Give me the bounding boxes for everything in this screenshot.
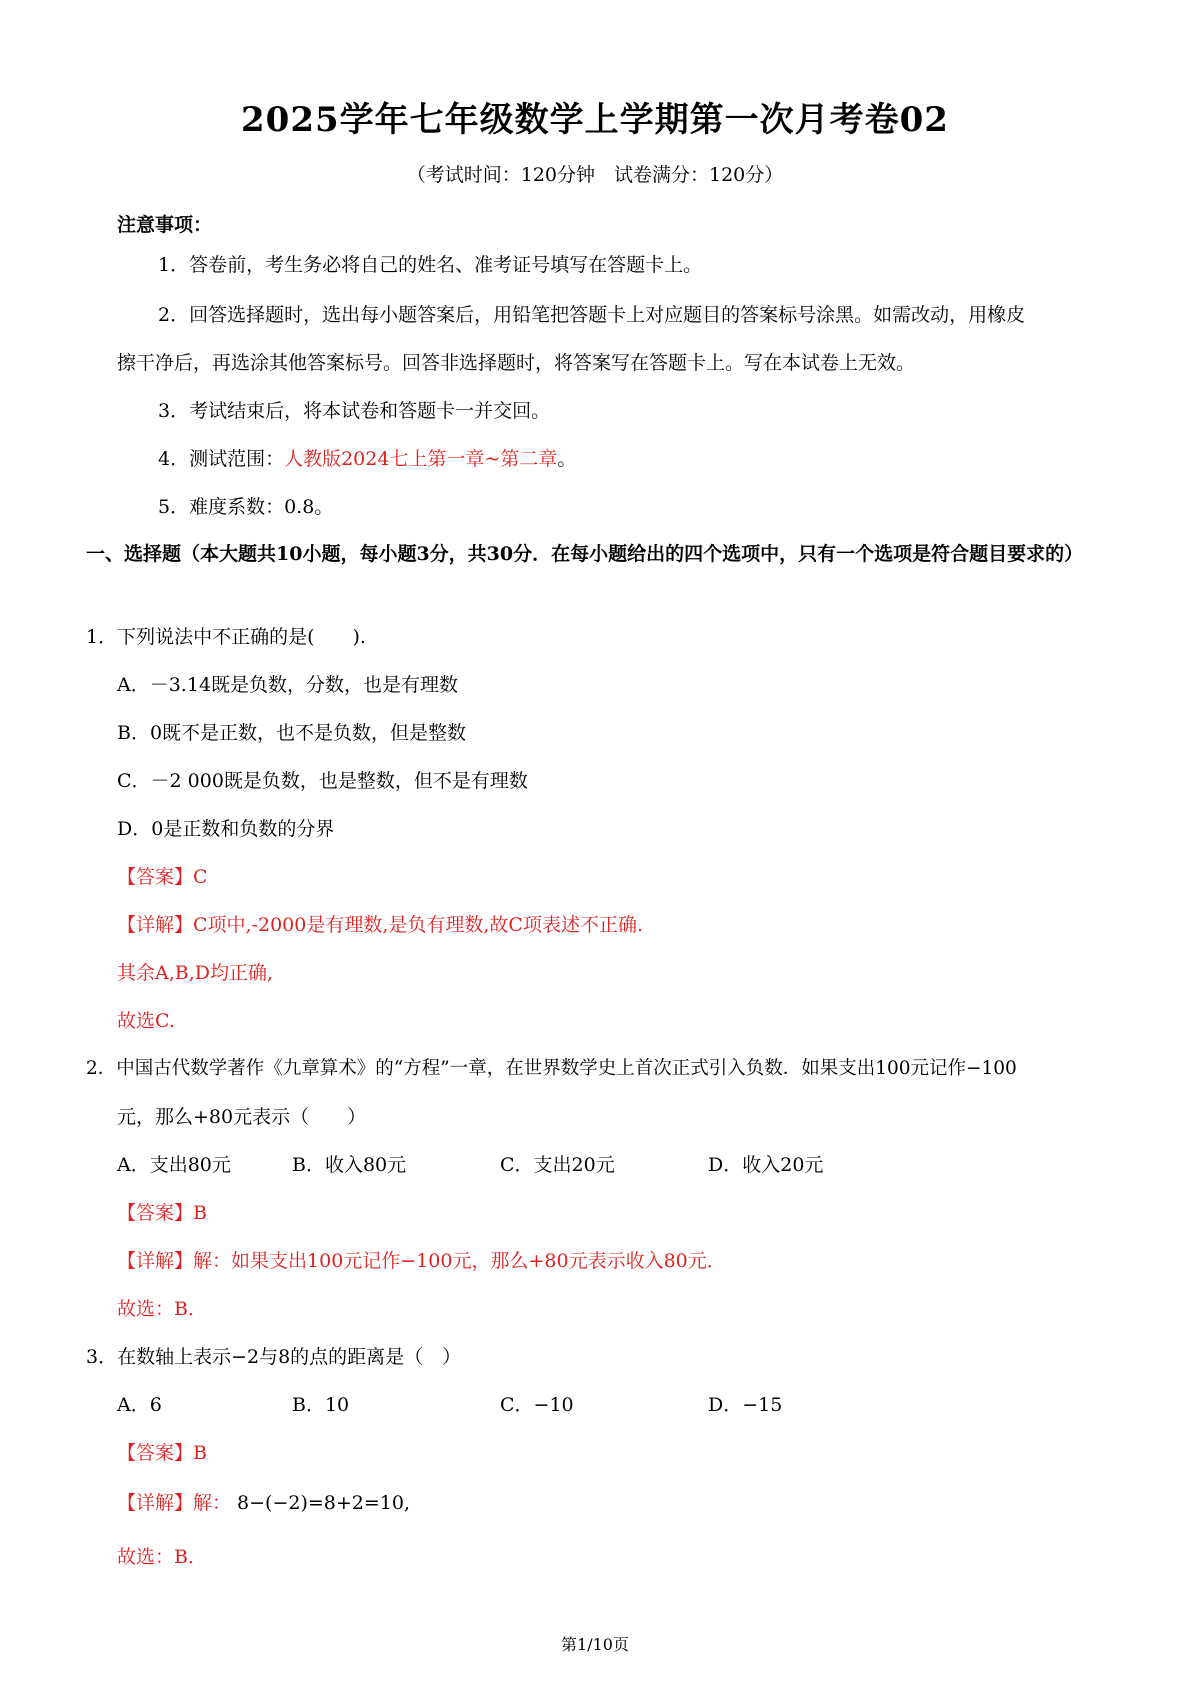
page-number: 第1/10页 xyxy=(561,1635,629,1654)
notice-heading: 注意事项： xyxy=(117,214,213,236)
q1-conclusion: 故选C. xyxy=(117,1010,175,1032)
notice-item-2: 2．回答选择题时，选出每小题答案后，用铅笔把答题卡上对应题目的答案标号涂黑。如需改动，用橡皮 xyxy=(158,304,1026,326)
q3-detail-prefix: 解： xyxy=(193,1492,232,1514)
q2-answer: 【答案】B xyxy=(117,1202,207,1224)
q1-option-c: C．－2 000既是负数，也是整数，但不是有理数 xyxy=(117,770,528,792)
q3-detail xyxy=(117,1490,410,1516)
q3-detail-formula: 8−(−2)=8+2=10, xyxy=(237,1492,411,1514)
q2-option-b: B．收入80元 xyxy=(292,1154,407,1176)
notice-item-5: 5．难度系数：0.8。 xyxy=(158,496,334,518)
q1-stem: 1．下列说法中不正确的是( ). xyxy=(86,626,366,648)
q1-option-d: D．0是正数和负数的分界 xyxy=(117,818,335,840)
q3-detail-label: 【详解】 xyxy=(117,1492,194,1514)
q3-stem: 3．在数轴上表示−2与8的点的距离是（ ） xyxy=(86,1346,462,1368)
q2-detail-text: 解：如果支出100元记作−100元，那么+80元表示收入80元． xyxy=(193,1250,726,1272)
q2-detail-label: 【详解】 xyxy=(117,1250,194,1272)
notice-item-3: 3．考试结束后，将本试卷和答题卡一并交回。 xyxy=(158,400,551,422)
page-title: 2025学年七年级数学上学期第一次月考卷02 xyxy=(241,100,949,140)
q3-answer: 【答案】B xyxy=(117,1442,207,1464)
q2-stem-line-2: 元，那么+80元表示（ ） xyxy=(117,1106,367,1128)
notice-item-4-prefix: 4．测试范围： xyxy=(158,448,285,470)
q2-option-a: A．支出80元 xyxy=(117,1154,231,1176)
notice-item-4 xyxy=(158,446,576,472)
q2-stem-line-1: 2．中国古代数学著作《九章算术》的“方程”一章，在世界数学史上首次正式引入负数．如果支出100元记作−100 xyxy=(86,1058,1017,1079)
q2-option-c: C．支出20元 xyxy=(500,1154,615,1176)
q2-detail xyxy=(117,1248,726,1274)
q3-option-d: D．−15 xyxy=(708,1394,783,1416)
exam-info: （考试时间：120分钟 试卷满分：120分） xyxy=(406,164,784,186)
notice-item-4-suffix: 。 xyxy=(557,448,577,470)
test-scope: 人教版2024七上第一章~第二章 xyxy=(284,448,558,470)
q1-answer: 【答案】C xyxy=(117,866,208,888)
q3-option-c: C．−10 xyxy=(500,1394,574,1416)
q2-conclusion: 故选：B． xyxy=(117,1298,207,1320)
q1-detail-2: 其余A,B,D均正确, xyxy=(117,962,274,984)
q3-option-b: B．10 xyxy=(292,1394,350,1416)
q1-option-a: A．－3.14既是负数，分数，也是有理数 xyxy=(117,674,459,696)
q3-option-a: A．6 xyxy=(117,1394,162,1416)
q1-detail: 【详解】C项中,-2000是有理数,是负有理数,故C项表述不正确. xyxy=(117,914,644,936)
q3-conclusion: 故选：B． xyxy=(117,1546,207,1568)
notice-item-2-cont: 擦干净后，再选涂其他答案标号。回答非选择题时，将答案写在答题卡上。写在本试卷上无效。 xyxy=(117,352,916,374)
notice-item-1: 1．答卷前，考生务必将自己的姓名、准考证号填写在答题卡上。 xyxy=(158,254,703,276)
section-heading: 一、选择题（本大题共10小题，每小题3分，共30分．在每小题给出的四个选项中，只有一个选项是符合题目要求的） xyxy=(86,543,1084,565)
q2-option-d: D．收入20元 xyxy=(708,1154,824,1176)
q1-option-b: B．0既不是正数，也不是负数，但是整数 xyxy=(117,722,467,744)
